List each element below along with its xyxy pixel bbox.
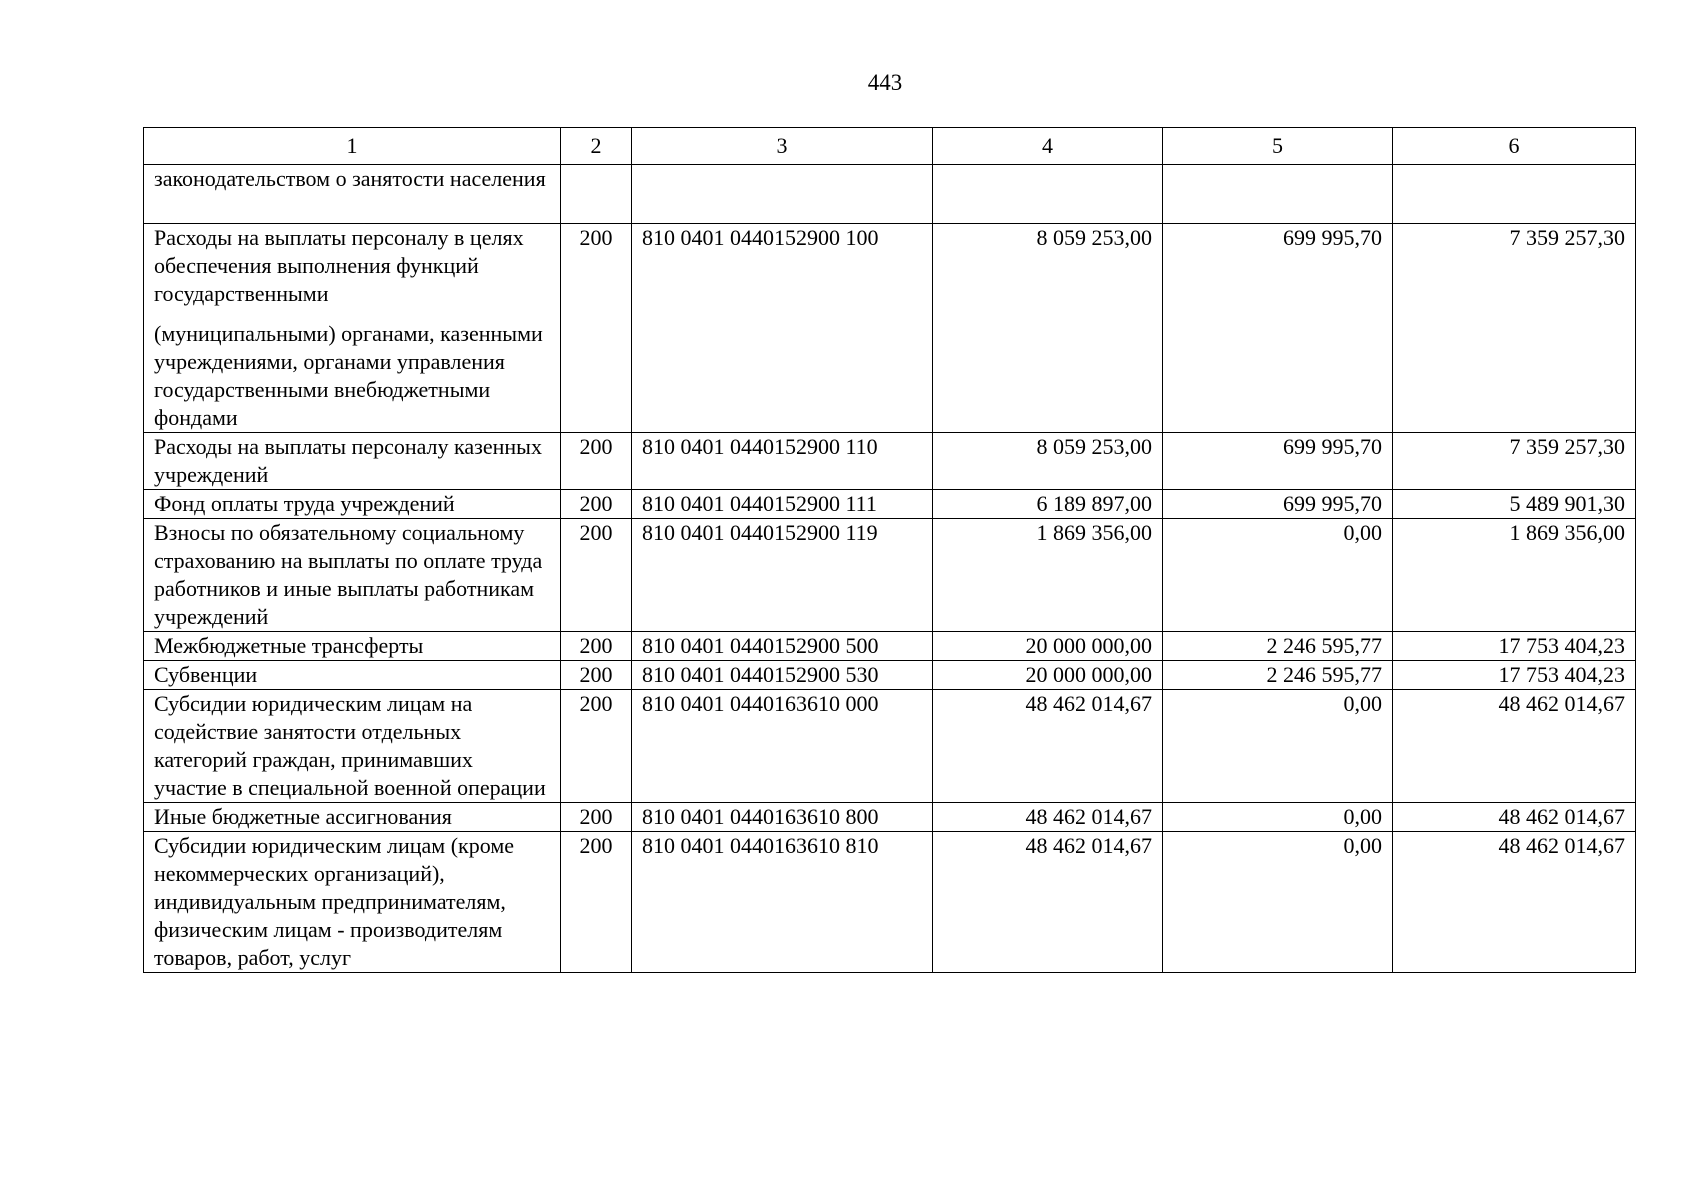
row-name: Расходы на выплаты персоналу в целях обеспечения выполнения функций государственными — [154, 225, 524, 306]
row-executed: 0,00 — [1163, 803, 1393, 832]
row-approved: 1 869 356,00 — [933, 519, 1163, 632]
row-remaining — [1393, 165, 1636, 224]
row-kbk: 810 0401 0440152900 100 — [632, 224, 933, 433]
row-name: законодательством о занятости населения — [144, 165, 561, 224]
row-code — [561, 165, 632, 224]
row-kbk: 810 0401 0440163610 810 — [632, 832, 933, 973]
column-header: 3 — [632, 128, 933, 165]
row-kbk: 810 0401 0440152900 111 — [632, 490, 933, 519]
row-approved — [933, 165, 1163, 224]
row-remaining: 7 359 257,30 — [1393, 433, 1636, 490]
row-name: Иные бюджетные ассигнования — [144, 803, 561, 832]
column-header: 4 — [933, 128, 1163, 165]
row-executed: 699 995,70 — [1163, 490, 1393, 519]
row-kbk: 810 0401 0440163610 000 — [632, 690, 933, 803]
column-header: 2 — [561, 128, 632, 165]
row-code: 200 — [561, 632, 632, 661]
row-code: 200 — [561, 832, 632, 973]
page-number: 443 — [867, 70, 903, 95]
row-name: Субсидии юридическим лицам на содействие занятости отдельных категорий граждан, принимавших участие в специальной военной операции — [144, 690, 561, 803]
row-name: Расходы на выплаты персоналу казенных учреждений — [144, 433, 561, 490]
row-remaining: 1 869 356,00 — [1393, 519, 1636, 632]
table-header-row — [144, 128, 1636, 165]
row-remaining: 48 462 014,67 — [1393, 832, 1636, 973]
row-kbk: 810 0401 0440152900 119 — [632, 519, 933, 632]
table-row — [144, 690, 1636, 803]
table-row — [144, 803, 1636, 832]
row-remaining: 5 489 901,30 — [1393, 490, 1636, 519]
row-executed: 0,00 — [1163, 519, 1393, 632]
row-name: Фонд оплаты труда учреждений — [144, 490, 561, 519]
row-executed: 699 995,70 — [1163, 433, 1393, 490]
table-row — [144, 433, 1636, 490]
row-kbk: 810 0401 0440152900 110 — [632, 433, 933, 490]
row-remaining: 48 462 014,67 — [1393, 803, 1636, 832]
row-executed: 0,00 — [1163, 690, 1393, 803]
column-header: 1 — [144, 128, 561, 165]
row-approved: 20 000 000,00 — [933, 632, 1163, 661]
row-executed: 2 246 595,77 — [1163, 661, 1393, 690]
row-kbk: 810 0401 0440163610 800 — [632, 803, 933, 832]
row-executed: 0,00 — [1163, 832, 1393, 973]
row-executed: 699 995,70 — [1163, 224, 1393, 433]
row-kbk — [632, 165, 933, 224]
row-kbk: 810 0401 0440152900 500 — [632, 632, 933, 661]
row-code: 200 — [561, 690, 632, 803]
table-row — [144, 519, 1636, 632]
row-code: 200 — [561, 803, 632, 832]
budget-table — [143, 127, 1636, 973]
table-row — [144, 661, 1636, 690]
row-approved: 48 462 014,67 — [933, 803, 1163, 832]
row-name: Взносы по обязательному социальному страхованию на выплаты по оплате труда работников и иные выплаты работникам учреждений — [144, 519, 561, 632]
table-row — [144, 490, 1636, 519]
column-header: 6 — [1393, 128, 1636, 165]
row-approved: 8 059 253,00 — [933, 224, 1163, 433]
table-row — [144, 632, 1636, 661]
row-code: 200 — [561, 661, 632, 690]
row-code: 200 — [561, 519, 632, 632]
row-approved: 8 059 253,00 — [933, 433, 1163, 490]
row-kbk: 810 0401 0440152900 530 — [632, 661, 933, 690]
row-code: 200 — [561, 224, 632, 433]
table-row — [144, 224, 1636, 433]
row-remaining: 7 359 257,30 — [1393, 224, 1636, 433]
row-remaining: 48 462 014,67 — [1393, 690, 1636, 803]
row-remaining: 17 753 404,23 — [1393, 661, 1636, 690]
row-executed: 2 246 595,77 — [1163, 632, 1393, 661]
row-approved: 48 462 014,67 — [933, 690, 1163, 803]
row-approved: 6 189 897,00 — [933, 490, 1163, 519]
row-name-continuation: (муниципальными) органами, казенными учреждениями, органами управления государственными внебюджетными фондами — [154, 321, 543, 430]
column-header: 5 — [1163, 128, 1393, 165]
row-name: Субсидии юридическим лицам (кроме некоммерческих организаций), индивидуальным предпринимателям, физическим лицам - производителям товаров, работ, услуг — [144, 832, 561, 973]
row-name-cell — [144, 224, 561, 433]
table-row — [144, 832, 1636, 973]
row-approved: 48 462 014,67 — [933, 832, 1163, 973]
row-name: Межбюджетные трансферты — [144, 632, 561, 661]
row-executed — [1163, 165, 1393, 224]
table-row — [144, 165, 1636, 224]
row-name: Субвенции — [144, 661, 561, 690]
row-code: 200 — [561, 433, 632, 490]
row-approved: 20 000 000,00 — [933, 661, 1163, 690]
row-remaining: 17 753 404,23 — [1393, 632, 1636, 661]
row-code: 200 — [561, 490, 632, 519]
